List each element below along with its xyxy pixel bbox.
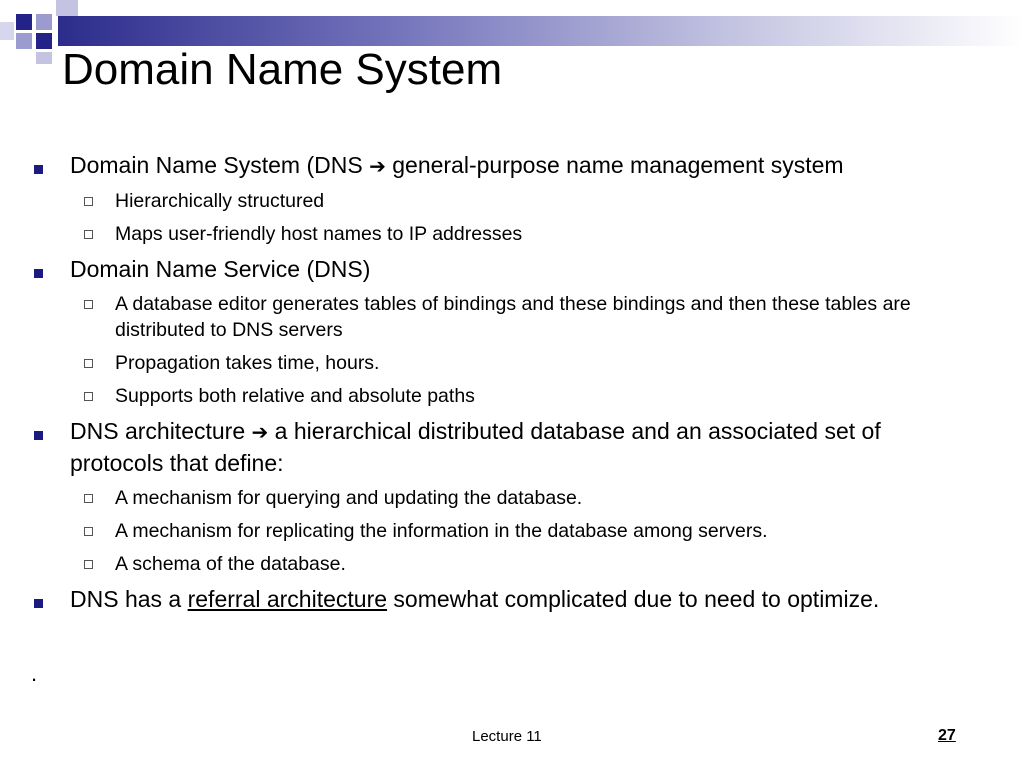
- bullet-text: DNS has a: [70, 586, 188, 612]
- decor-square: [16, 14, 32, 30]
- filled-square-bullet-icon: [34, 599, 43, 608]
- decor-square: [56, 0, 78, 16]
- bullet-text: Propagation takes time, hours.: [115, 352, 380, 374]
- slide-title: Domain Name System: [62, 45, 503, 94]
- hollow-square-bullet-icon: [84, 197, 93, 206]
- bullet-text: Domain Name System (DNS: [70, 152, 370, 178]
- filled-square-bullet-icon: [34, 165, 43, 174]
- sub-bullet-item: [0, 221, 1024, 247]
- sub-bullet-item: [0, 383, 1024, 409]
- bullet-text: A database editor generates tables of bindings and these bindings and then these tables are distributed to DNS servers: [115, 293, 911, 341]
- hollow-square-bullet-icon: [84, 230, 93, 239]
- bullet-text: A mechanism for querying and updating the database.: [115, 487, 583, 509]
- hollow-square-bullet-icon: [84, 494, 93, 503]
- bullet-item: [0, 584, 1024, 615]
- bullet-text: A mechanism for replicating the information in the database among servers.: [115, 520, 768, 542]
- bullet-text: Domain Name Service (DNS): [70, 256, 371, 282]
- bullet-text: a hierarchical distributed database and an associated set of protocols that define:: [70, 418, 881, 476]
- sub-bullet-item: [0, 291, 1024, 343]
- sub-bullet-item: [0, 551, 1024, 577]
- sub-bullet-item: [0, 485, 1024, 511]
- hollow-square-bullet-icon: [84, 359, 93, 368]
- hollow-square-bullet-icon: [84, 527, 93, 536]
- trailing-mark: .: [31, 661, 38, 686]
- decor-square: [0, 22, 14, 40]
- bullet-text: Hierarchically structured: [115, 190, 325, 212]
- footer-lecture-label: Lecture 11: [472, 728, 542, 745]
- underlined-term: referral architecture: [187, 586, 388, 612]
- bullet-text: Maps user-friendly host names to IP addresses: [115, 223, 523, 245]
- footer-page-number: 27: [938, 727, 956, 744]
- filled-square-bullet-icon: [34, 269, 43, 278]
- arrow-right-icon: ➔: [369, 154, 386, 178]
- bullet-item: [0, 254, 1024, 285]
- bullet-text: general-purpose name management system: [385, 152, 844, 178]
- hollow-square-bullet-icon: [84, 392, 93, 401]
- hollow-square-bullet-icon: [84, 560, 93, 569]
- hollow-square-bullet-icon: [84, 300, 93, 309]
- bullet-text: DNS architecture: [70, 418, 252, 444]
- bullet-text: Supports both relative and absolute paths: [115, 385, 475, 407]
- bullet-list: [0, 150, 1024, 621]
- bullet-item: [0, 416, 1024, 479]
- bullet-text: somewhat complicated due to need to optimize.: [387, 586, 880, 612]
- sub-bullet-item: [0, 518, 1024, 544]
- decor-square: [36, 33, 52, 49]
- decor-square: [16, 33, 32, 49]
- arrow-right-icon: ➔: [251, 420, 269, 444]
- decor-square: [36, 52, 52, 64]
- bullet-text: A schema of the database.: [115, 553, 346, 575]
- sub-bullet-item: [0, 188, 1024, 214]
- filled-square-bullet-icon: [34, 431, 43, 440]
- bullet-item: [0, 150, 1024, 182]
- sub-bullet-item: [0, 350, 1024, 376]
- decor-square: [36, 14, 52, 30]
